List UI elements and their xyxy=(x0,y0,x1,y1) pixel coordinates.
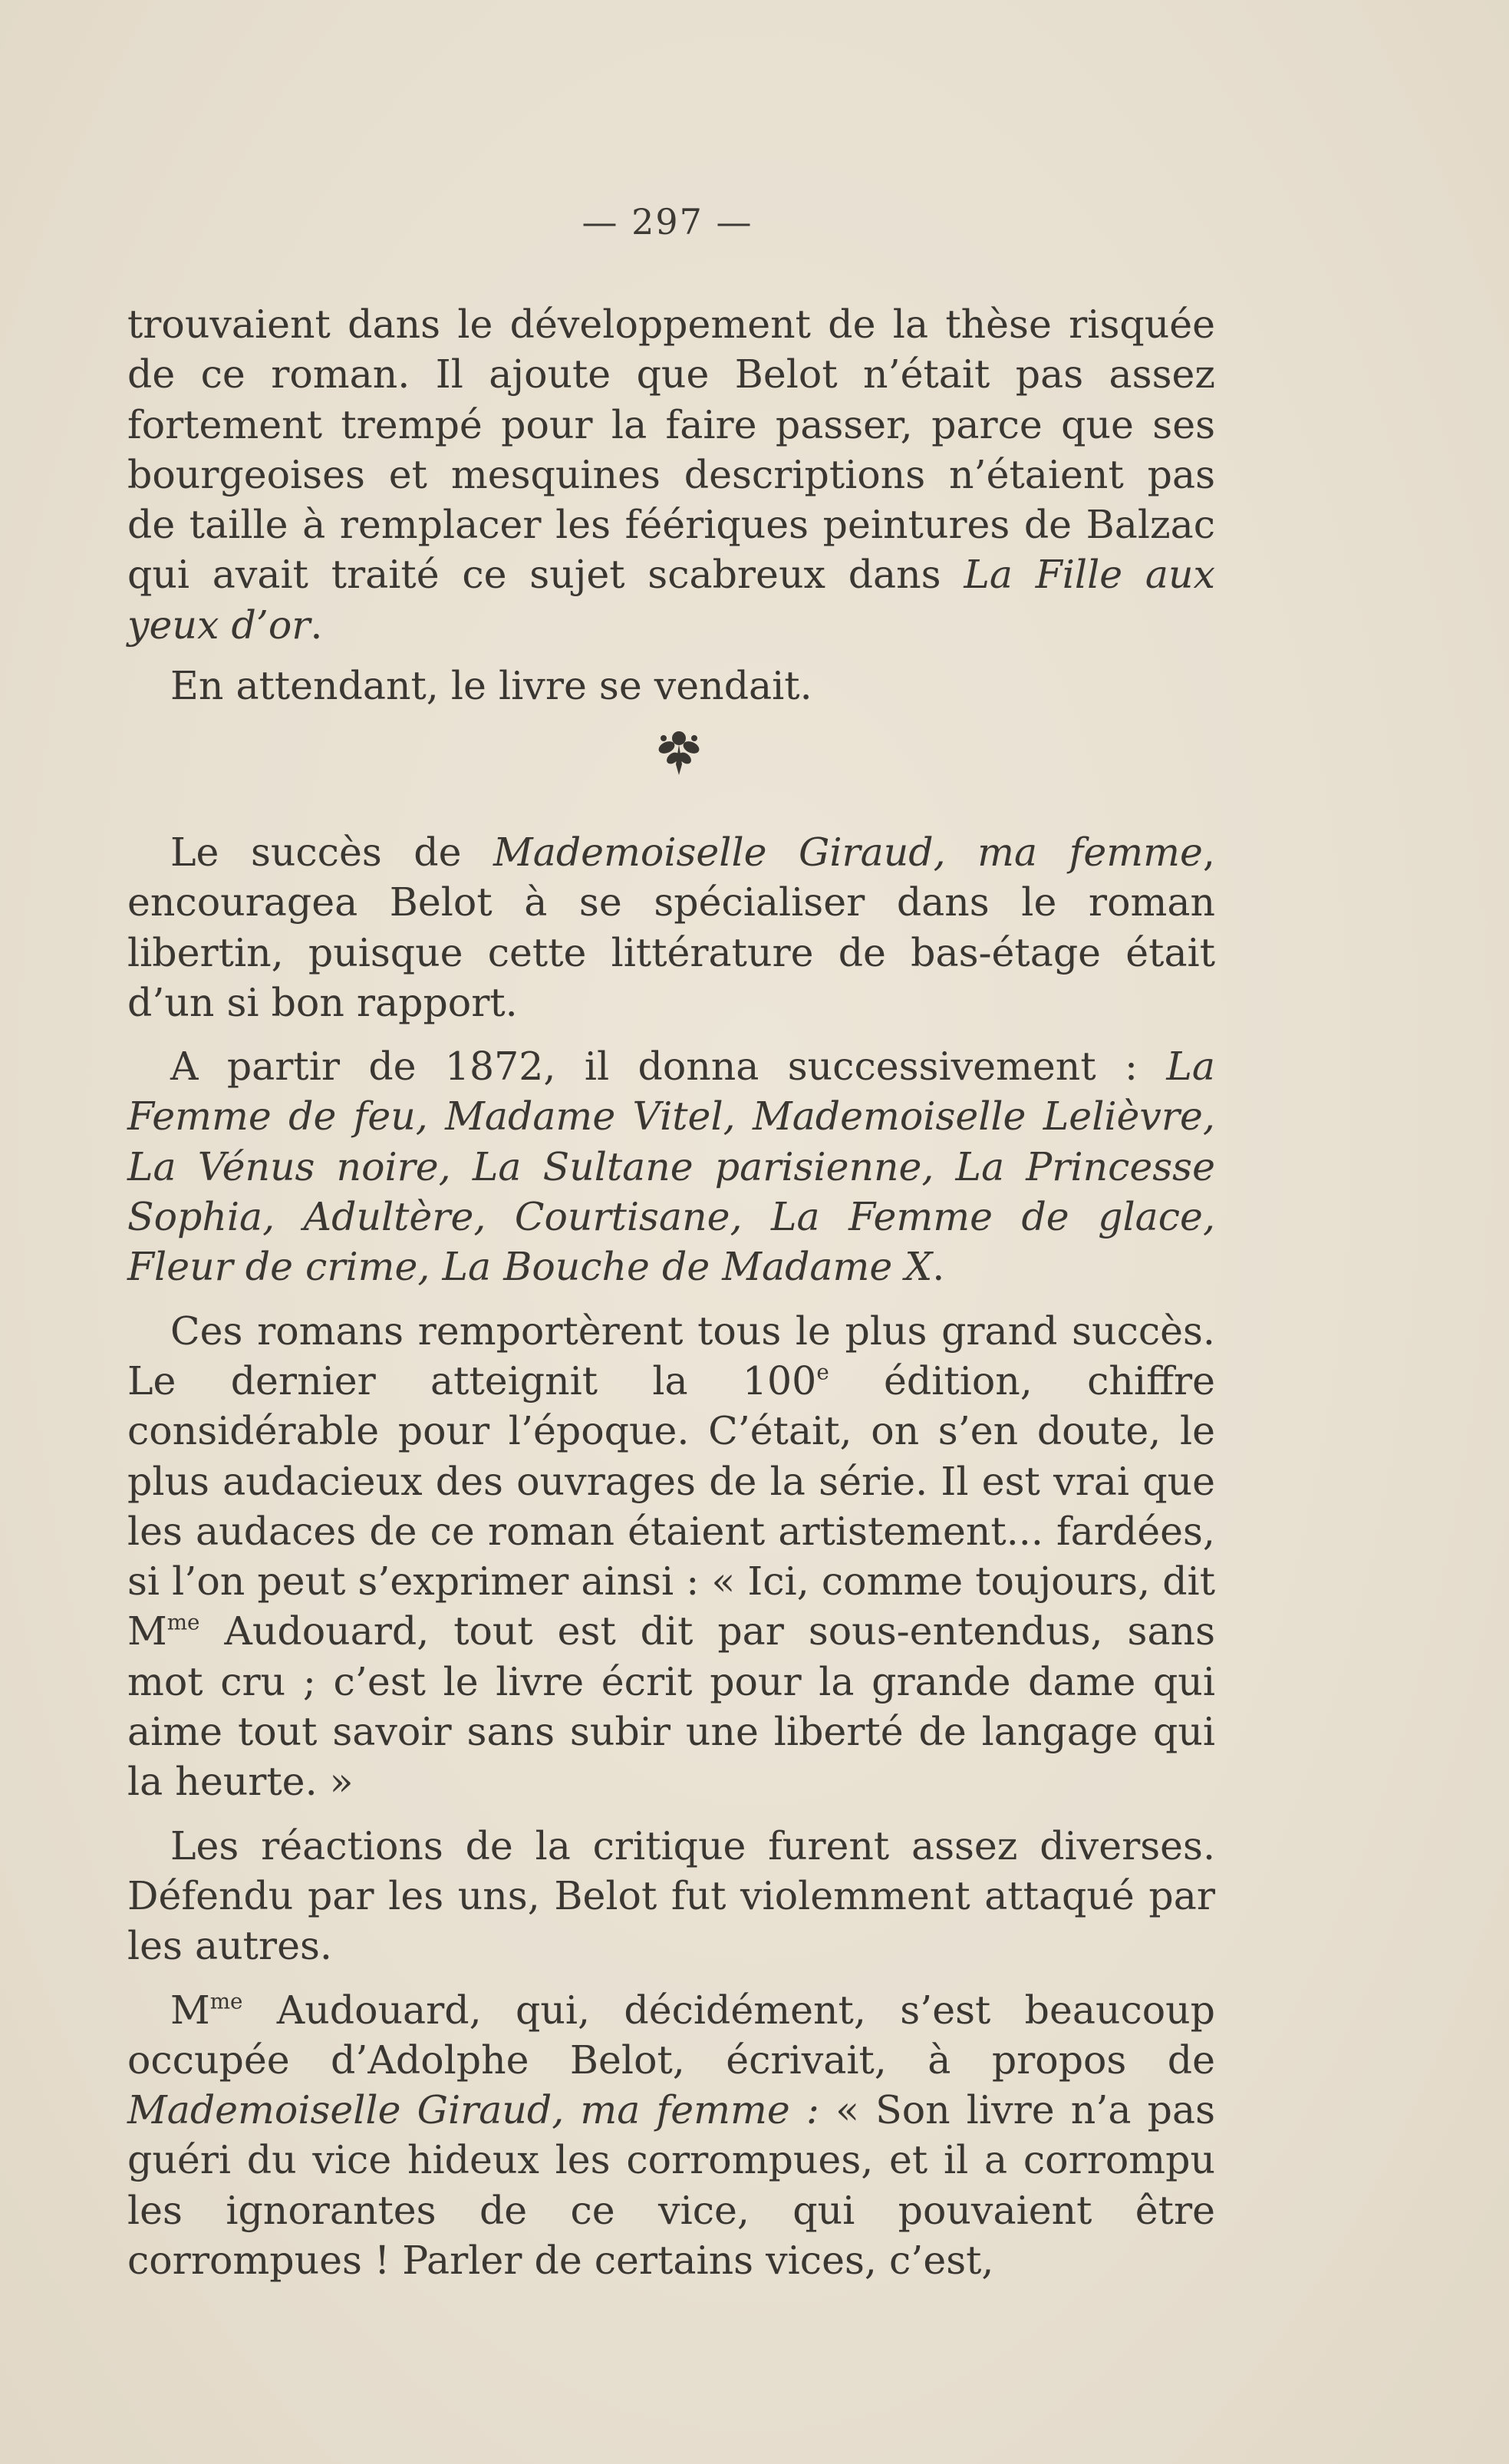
paragraph-7-text-a: M xyxy=(170,1987,210,2033)
paragraph-6: Les réactions de la critique furent assez diverses. Défendu par les uns, Belot fut violemment attaqué par les autres. xyxy=(127,1822,1215,1969)
paragraph-1-title-italic: La Fille aux yeux d’or xyxy=(127,552,1215,648)
paragraph-2: En attendant, le livre se vendait. xyxy=(170,663,812,709)
paragraph-1-text-a: trouvaient dans le développement de la thèse risquée de ce roman. Il ajoute que Belot n’était pas assez fortement trempé pour la faire passer, parce que ses bourgeoises et mesquines descriptions n’étaient pas de taille à remplacer les féériques peintures de Balzac qui avait traité ce sujet scabreux dans xyxy=(127,302,1215,598)
paragraph-4-titles-italic: La Femme de feu, Madame Vitel, Mademoiselle Lelièvre, La Vénus noire, La Sultane parisienne, La Princesse Sophia, Adultère, Courtisane, La Femme de glace, Fleur de crime, La Bouche de Madame X xyxy=(127,1044,1215,1290)
paragraph-1-text-b: . xyxy=(310,602,323,648)
paragraph-5-text-b: édition, chiffre considérable pour l’époque. C’était, on s’en doute, le plus audacieux des ouvrages de la série. Il est vrai que les audaces de ce roman étaient artistement... fardées, si l’on peut s’exprimer ainsi : « Ici, comme toujours, dit M xyxy=(127,1357,1215,1654)
paragraph-1 xyxy=(127,299,1215,650)
paragraph-5-sup-a: e xyxy=(816,1359,829,1385)
paragraph-5-text-a: Ces romans remportèrent tous le plus grand succès. Le dernier atteignit la 100 xyxy=(127,1308,1215,1404)
paragraph-5-sup-b: me xyxy=(166,1610,200,1636)
paragraph-3-text-b: , encouragea Belot à se spécialiser dans le roman libertin, puisque cette littérature de bas-étage était d’un si bon rapport. xyxy=(127,830,1215,1025)
text-block-top xyxy=(127,299,1215,711)
paragraph-3 xyxy=(127,827,1215,1027)
page-number: — 297 — xyxy=(582,201,753,242)
paragraph-5-text-c: Audouard, tout est dit par sous-entendus, sans mot cru ; c’est le livre écrit pour la grande dame qui aime tout savoir sans subir une liberté de langage qui la heurte. » xyxy=(127,1608,1215,1805)
paragraph-4-text-a: A partir de 1872, il donna successivement : xyxy=(170,1044,1167,1090)
paragraph-7 xyxy=(127,1985,1215,2286)
paragraph-3-text-a: Le succès de xyxy=(170,830,494,875)
paragraph-4-text-b: . xyxy=(932,1244,945,1290)
paragraph-3-title-italic: Mademoiselle Giraud, ma femme xyxy=(493,830,1203,875)
fleuron-ornament-icon xyxy=(648,724,710,786)
paragraph-7-text-b: Audouard, qui, décidément, s’est beaucoup occupée d’Adolphe Belot, écrivait, à propos de xyxy=(127,1987,1215,2083)
paragraph-7-text-c: « Son livre n’a pas guéri du vice hideux les corrompues, et il a corrompu les ignorantes de ce vice, qui pouvaient être corrompues ! Parler de certains vices, c’est, xyxy=(127,2087,1215,2284)
paragraph-5 xyxy=(127,1306,1215,1807)
paragraph-4 xyxy=(127,1041,1215,1291)
paragraph-7-sup: me xyxy=(209,1988,243,2014)
text-block-main xyxy=(127,827,1215,2285)
paragraph-7-title-italic: Mademoiselle Giraud, ma femme : xyxy=(127,2087,819,2133)
